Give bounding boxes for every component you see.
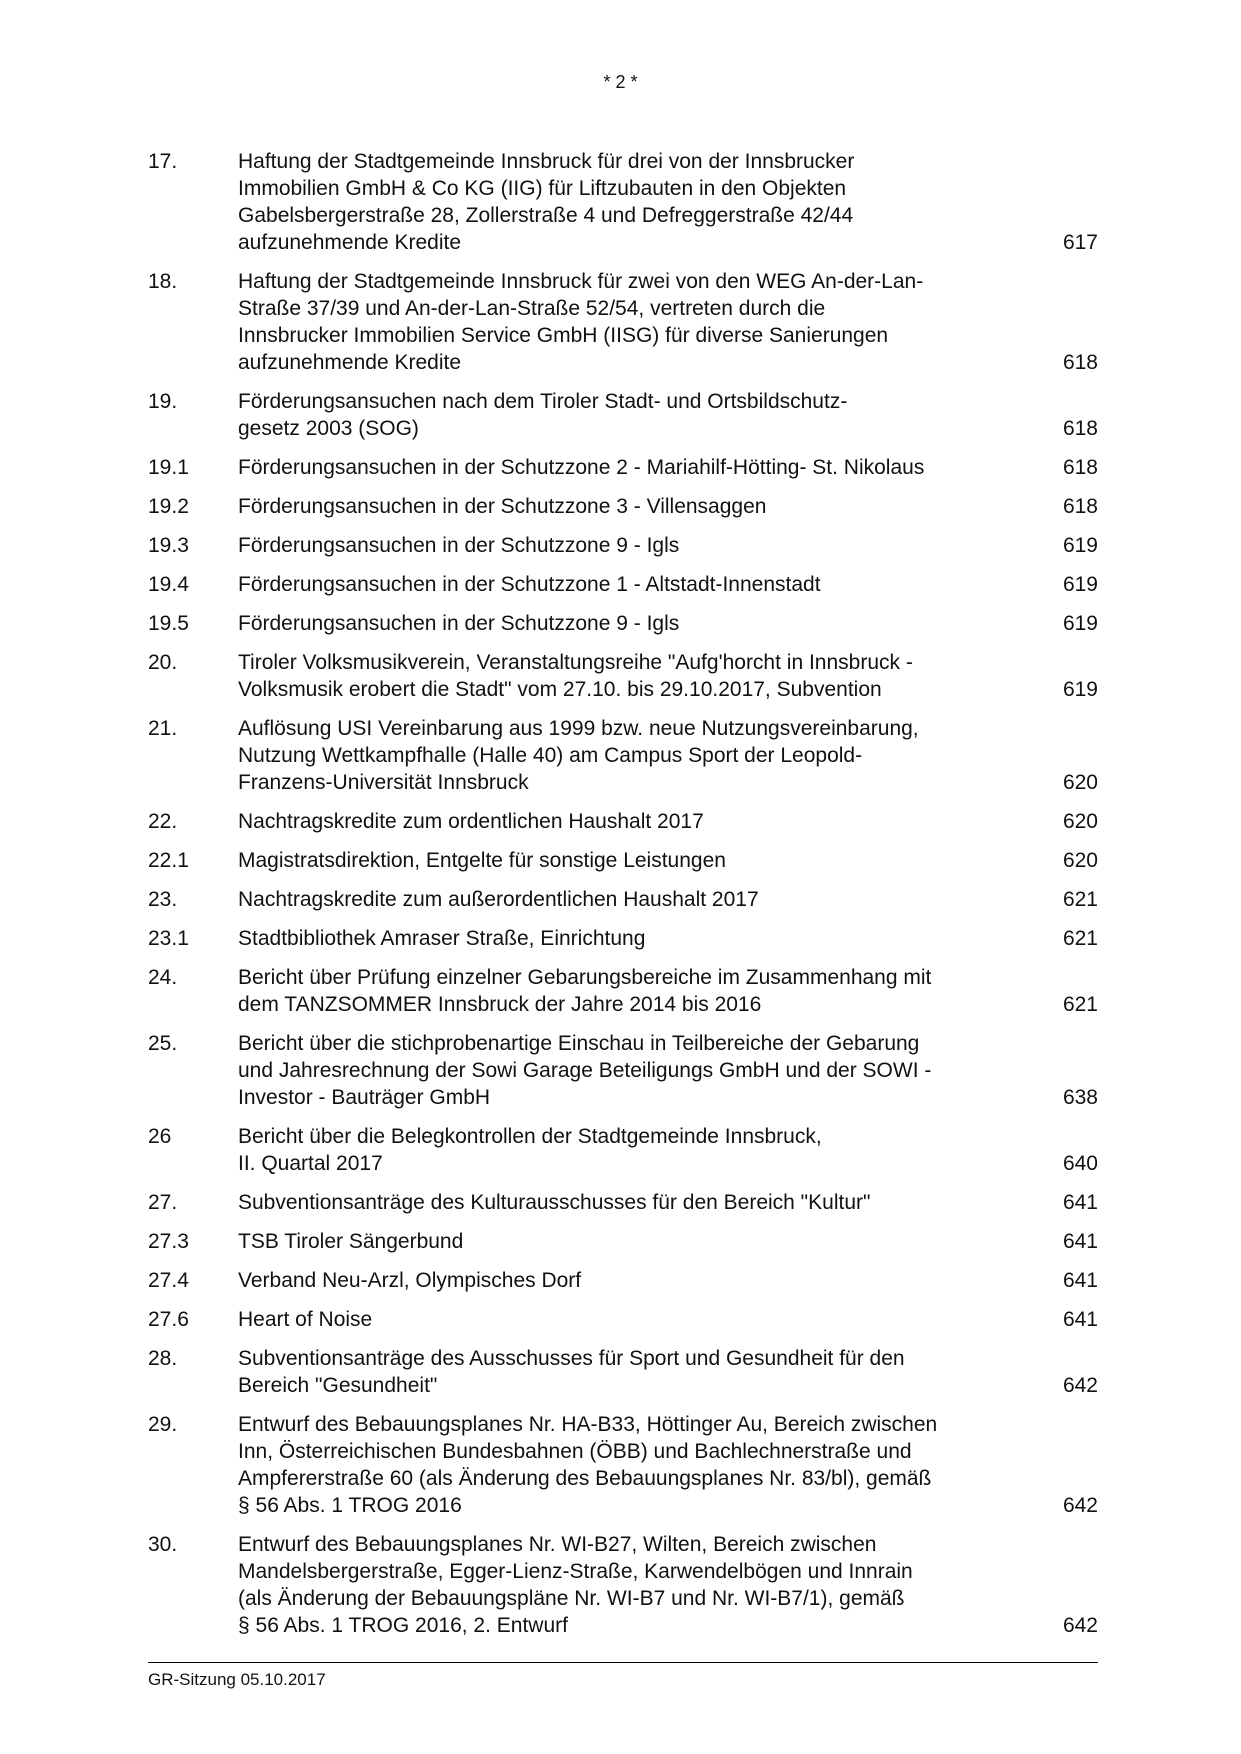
entry-title — [238, 571, 1013, 598]
entry-title — [238, 532, 1013, 559]
toc-entry — [148, 388, 1098, 442]
entry-number: 22. — [148, 810, 178, 833]
entry-number: 19. — [148, 390, 178, 413]
entry-title-line: Bericht über die stichprobenartige Einschau in Teilbereiche der Gebarung — [238, 1032, 920, 1055]
entry-title — [238, 610, 1013, 637]
entry-title-line: § 56 Abs. 1 TROG 2016 — [238, 1494, 462, 1517]
entry-title-line: Förderungsansuchen in der Schutzzone 9 - Igls — [238, 612, 680, 635]
entry-title — [238, 1189, 1013, 1216]
entry-title-line: TSB Tiroler Sängerbund — [238, 1230, 464, 1253]
entry-page-number: 620 — [1062, 771, 1098, 794]
entry-title — [238, 1411, 1013, 1519]
toc-entry — [148, 148, 1098, 256]
entry-title-line: aufzunehmende Kredite — [238, 351, 461, 374]
entry-number: 27.6 — [148, 1308, 189, 1331]
entry-page-number: 619 — [1062, 612, 1098, 635]
entry-title-line: Gabelsbergerstraße 28, Zollerstraße 4 und Defreggerstraße 42/44 — [238, 204, 854, 227]
entry-title — [238, 925, 1013, 952]
entry-page-number: 621 — [1062, 888, 1098, 911]
entry-page-number: 642 — [1062, 1614, 1098, 1637]
entry-page-number: 618 — [1062, 456, 1098, 479]
entry-title-line: Volksmusik erobert die Stadt" vom 27.10. bis 29.10.2017, Subvention — [238, 678, 882, 701]
entry-title-line: Immobilien GmbH & Co KG (IIG) für Liftzubauten in den Objekten — [238, 177, 847, 200]
entry-title — [238, 1030, 1013, 1111]
entry-title — [238, 1267, 1013, 1294]
entry-title-line: Bericht über die Belegkontrollen der Stadtgemeinde Innsbruck, — [238, 1125, 822, 1148]
entry-page-number: 642 — [1062, 1374, 1098, 1397]
entry-title-line: Haftung der Stadtgemeinde Innsbruck für zwei von den WEG An-der-Lan- — [238, 270, 924, 293]
entry-number: 18. — [148, 270, 178, 293]
entry-title-line: Investor - Bauträger GmbH — [238, 1086, 491, 1109]
entry-title-line: Entwurf des Bebauungsplanes Nr. WI-B27, Wilten, Bereich zwischen — [238, 1533, 877, 1556]
entry-title — [238, 388, 1013, 442]
table-of-contents — [148, 148, 1098, 1651]
entry-page-number: 621 — [1062, 993, 1098, 1016]
entry-number: 23. — [148, 888, 178, 911]
entry-title — [238, 1306, 1013, 1333]
entry-title — [238, 268, 1013, 376]
entry-title-line: Innsbrucker Immobilien Service GmbH (IISG) für diverse Sanierungen — [238, 324, 889, 347]
entry-title-line: Straße 37/39 und An-der-Lan-Straße 52/54, vertreten durch die — [238, 297, 826, 320]
toc-entry — [148, 1228, 1098, 1255]
entry-title-line: Förderungsansuchen nach dem Tiroler Stadt- und Ortsbildschutz- — [238, 390, 848, 413]
entry-title — [238, 886, 1013, 913]
entry-number: 27.4 — [148, 1269, 189, 1292]
entry-number: 19.3 — [148, 534, 189, 557]
entry-title-line: Inn, Österreichischen Bundesbahnen (ÖBB) und Bachlechnerstraße und — [238, 1440, 912, 1463]
entry-title-line: Magistratsdirektion, Entgelte für sonstige Leistungen — [238, 849, 726, 872]
entry-title-line: II. Quartal 2017 — [238, 1152, 383, 1175]
toc-entry — [148, 268, 1098, 376]
toc-entry — [148, 610, 1098, 637]
entry-title-line: Stadtbibliothek Amraser Straße, Einrichtung — [238, 927, 646, 950]
page-marker: * 2 * — [603, 72, 638, 92]
entry-number: 27. — [148, 1191, 178, 1214]
entry-title-line: Verband Neu-Arzl, Olympisches Dorf — [238, 1269, 582, 1292]
entry-number: 25. — [148, 1032, 178, 1055]
entry-number: 19.5 — [148, 612, 189, 635]
entry-title-line: Auflösung USI Vereinbarung aus 1999 bzw. neue Nutzungsvereinbarung, — [238, 717, 919, 740]
toc-entry — [148, 1189, 1098, 1216]
entry-title-line: § 56 Abs. 1 TROG 2016, 2. Entwurf — [238, 1614, 568, 1637]
entry-title — [238, 1531, 1013, 1639]
entry-title — [238, 715, 1013, 796]
entry-title-line: Tiroler Volksmusikverein, Veranstaltungsreihe "Aufg'horcht in Innsbruck - — [238, 651, 913, 674]
toc-entry — [148, 532, 1098, 559]
entry-title-line: Heart of Noise — [238, 1308, 373, 1331]
entry-title-line: Förderungsansuchen in der Schutzzone 9 - Igls — [238, 534, 680, 557]
entry-page-number: 638 — [1062, 1086, 1098, 1109]
entry-page-number: 621 — [1062, 927, 1098, 950]
entry-title — [238, 1345, 1013, 1399]
toc-entry — [148, 571, 1098, 598]
entry-title-line: Nachtragskredite zum ordentlichen Haushalt 2017 — [238, 810, 704, 833]
entry-page-number: 620 — [1062, 810, 1098, 833]
entry-title-line: Subventionsanträge des Kulturausschusses für den Bereich "Kultur" — [238, 1191, 871, 1214]
toc-entry — [148, 454, 1098, 481]
entry-page-number: 620 — [1062, 849, 1098, 872]
footer-divider — [148, 1662, 1098, 1663]
entry-title — [238, 847, 1013, 874]
entry-page-number: 618 — [1062, 351, 1098, 374]
toc-entry — [148, 649, 1098, 703]
entry-title-line: und Jahresrechnung der Sowi Garage Beteiligungs GmbH und der SOWI - — [238, 1059, 932, 1082]
entry-number: 19.2 — [148, 495, 189, 518]
entry-number: 17. — [148, 150, 178, 173]
entry-number: 23.1 — [148, 927, 189, 950]
entry-title — [238, 1228, 1013, 1255]
entry-title — [238, 493, 1013, 520]
toc-entry — [148, 1030, 1098, 1111]
entry-page-number: 617 — [1062, 231, 1098, 254]
entry-title — [238, 1123, 1013, 1177]
toc-entry — [148, 886, 1098, 913]
entry-page-number: 619 — [1062, 573, 1098, 596]
toc-entry — [148, 1306, 1098, 1333]
entry-title-line: Ampfererstraße 60 (als Änderung des Bebauungsplanes Nr. 83/bl), gemäß — [238, 1467, 932, 1490]
entry-title — [238, 148, 1013, 256]
entry-title-line: Förderungsansuchen in der Schutzzone 2 - Mariahilf-Hötting- St. Nikolaus — [238, 456, 925, 479]
entry-title-line: gesetz 2003 (SOG) — [238, 417, 419, 440]
entry-number: 30. — [148, 1533, 178, 1556]
entry-title-line: Subventionsanträge des Ausschusses für Sport und Gesundheit für den — [238, 1347, 905, 1370]
entry-title — [238, 454, 1013, 481]
entry-title-line: Haftung der Stadtgemeinde Innsbruck für drei von der Innsbrucker — [238, 150, 855, 173]
entry-page-number: 641 — [1062, 1269, 1098, 1292]
toc-entry — [148, 493, 1098, 520]
entry-page-number: 619 — [1062, 534, 1098, 557]
entry-number: 27.3 — [148, 1230, 189, 1253]
toc-entry — [148, 1411, 1098, 1519]
toc-entry — [148, 964, 1098, 1018]
entry-title-line: Franzens-Universität Innsbruck — [238, 771, 529, 794]
entry-page-number: 618 — [1062, 495, 1098, 518]
toc-entry — [148, 925, 1098, 952]
toc-entry — [148, 1531, 1098, 1639]
entry-title-line: Bereich "Gesundheit" — [238, 1374, 438, 1397]
entry-number: 22.1 — [148, 849, 189, 872]
entry-number: 19.1 — [148, 456, 189, 479]
entry-number: 29. — [148, 1413, 178, 1436]
entry-number: 24. — [148, 966, 178, 989]
entry-title-line: Mandelsbergerstraße, Egger-Lienz-Straße, Karwendelbögen und Innrain — [238, 1560, 913, 1583]
toc-entry — [148, 808, 1098, 835]
entry-page-number: 641 — [1062, 1308, 1098, 1331]
entry-title — [238, 649, 1013, 703]
entry-number: 20. — [148, 651, 178, 674]
entry-page-number: 619 — [1062, 678, 1098, 701]
toc-entry — [148, 1345, 1098, 1399]
entry-title-line: Nachtragskredite zum außerordentlichen Haushalt 2017 — [238, 888, 759, 911]
entry-number: 28. — [148, 1347, 178, 1370]
toc-entry — [148, 1123, 1098, 1177]
entry-number: 26 — [148, 1125, 172, 1148]
entry-title-line: Förderungsansuchen in der Schutzzone 1 - Altstadt-Innenstadt — [238, 573, 821, 596]
entry-title — [238, 808, 1013, 835]
entry-number: 19.4 — [148, 573, 189, 596]
entry-title-line: dem TANZSOMMER Innsbruck der Jahre 2014 bis 2016 — [238, 993, 762, 1016]
entry-number: 21. — [148, 717, 178, 740]
entry-title-line: Entwurf des Bebauungsplanes Nr. HA-B33, Höttinger Au, Bereich zwischen — [238, 1413, 938, 1436]
toc-entry — [148, 1267, 1098, 1294]
toc-entry — [148, 847, 1098, 874]
entry-title-line: Bericht über Prüfung einzelner Gebarungsbereiche im Zusammenhang mit — [238, 966, 932, 989]
entry-title-line: Nutzung Wettkampfhalle (Halle 40) am Campus Sport der Leopold- — [238, 744, 863, 767]
entry-title-line: (als Änderung der Bebauungspläne Nr. WI-B7 und Nr. WI-B7/1), gemäß — [238, 1587, 905, 1610]
entry-title-line: aufzunehmende Kredite — [238, 231, 461, 254]
entry-page-number: 640 — [1062, 1152, 1098, 1175]
entry-page-number: 641 — [1062, 1230, 1098, 1253]
entry-page-number: 618 — [1062, 417, 1098, 440]
toc-entry — [148, 715, 1098, 796]
entry-page-number: 642 — [1062, 1494, 1098, 1517]
entry-title-line: Förderungsansuchen in der Schutzzone 3 - Villensaggen — [238, 495, 767, 518]
footer-text: GR-Sitzung 05.10.2017 — [148, 1670, 326, 1689]
entry-page-number: 641 — [1062, 1191, 1098, 1214]
entry-title — [238, 964, 1013, 1018]
